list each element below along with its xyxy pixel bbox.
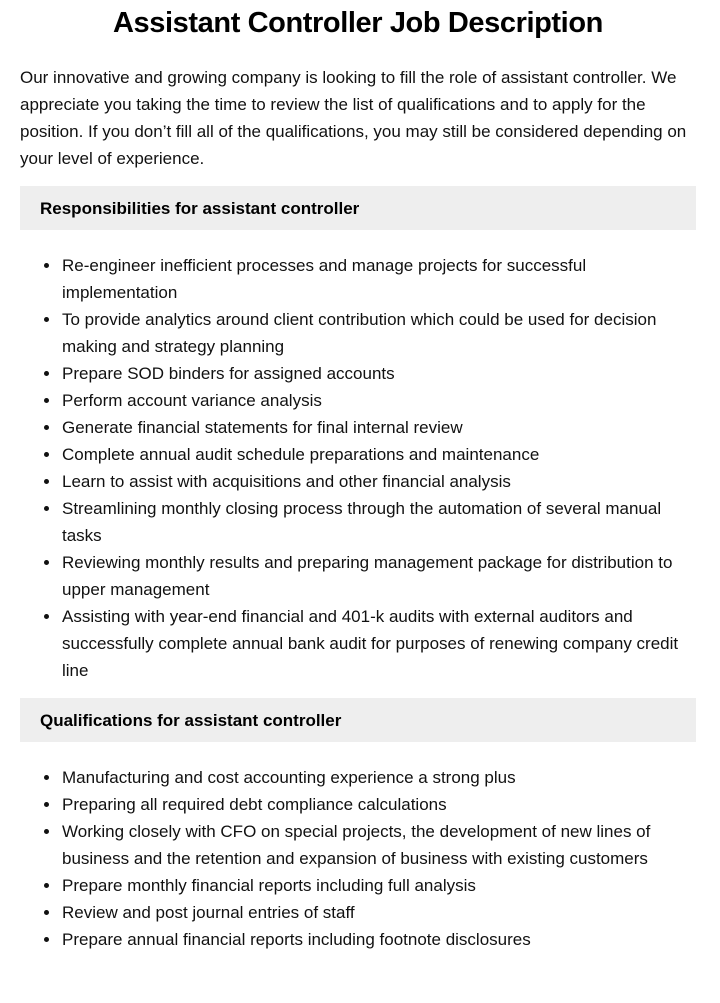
list-item: • Working closely with CFO on special projects, the development of new lines of business and the retention and expansion of business with existing customers <box>61 818 696 872</box>
list-item: • Review and post journal entries of staff <box>61 899 696 926</box>
section-qualifications <box>20 698 696 953</box>
list-item: • Manufacturing and cost accounting experience a strong plus <box>61 764 696 791</box>
list-item: • Prepare monthly financial reports including full analysis <box>61 872 696 899</box>
responsibilities-list <box>20 252 696 684</box>
list-item: • Prepare SOD binders for assigned accounts <box>61 360 696 387</box>
list-item: • Reviewing monthly results and preparing management package for distribution to upper management <box>61 549 696 603</box>
list-item: • Perform account variance analysis <box>61 387 696 414</box>
list-item: • Prepare annual financial reports including footnote disclosures <box>61 926 696 953</box>
qualifications-list <box>20 764 696 953</box>
list-item: • Assisting with year-end financial and 401-k audits with external auditors and successfully complete annual bank audit for purposes of renewing company credit line <box>61 603 696 684</box>
list-item: • Complete annual audit schedule preparations and maintenance <box>61 441 696 468</box>
list-item: • Learn to assist with acquisitions and other financial analysis <box>61 468 696 495</box>
intro-paragraph: Our innovative and growing company is looking to fill the role of assistant controller. We appreciate you taking the time to review the list of qualifications and to apply for the position. If you don’t fill all of the qualifications, you may still be considered depending on your level of experience. <box>20 68 687 168</box>
list-item: • Re-engineer inefficient processes and manage projects for successful implementation <box>61 252 696 306</box>
list-item: • To provide analytics around client contribution which could be used for decision making and strategy planning <box>61 306 696 360</box>
list-item: • Generate financial statements for final internal review <box>61 414 696 441</box>
list-item: • Preparing all required debt compliance calculations <box>61 791 696 818</box>
section-header-qualifications: Qualifications for assistant controller <box>20 698 696 742</box>
section-responsibilities <box>20 186 696 684</box>
page-title: Assistant Controller Job Description <box>113 7 603 39</box>
section-header-responsibilities: Responsibilities for assistant controller <box>20 186 696 230</box>
list-item: • Streamlining monthly closing process through the automation of several manual tasks <box>61 495 696 549</box>
